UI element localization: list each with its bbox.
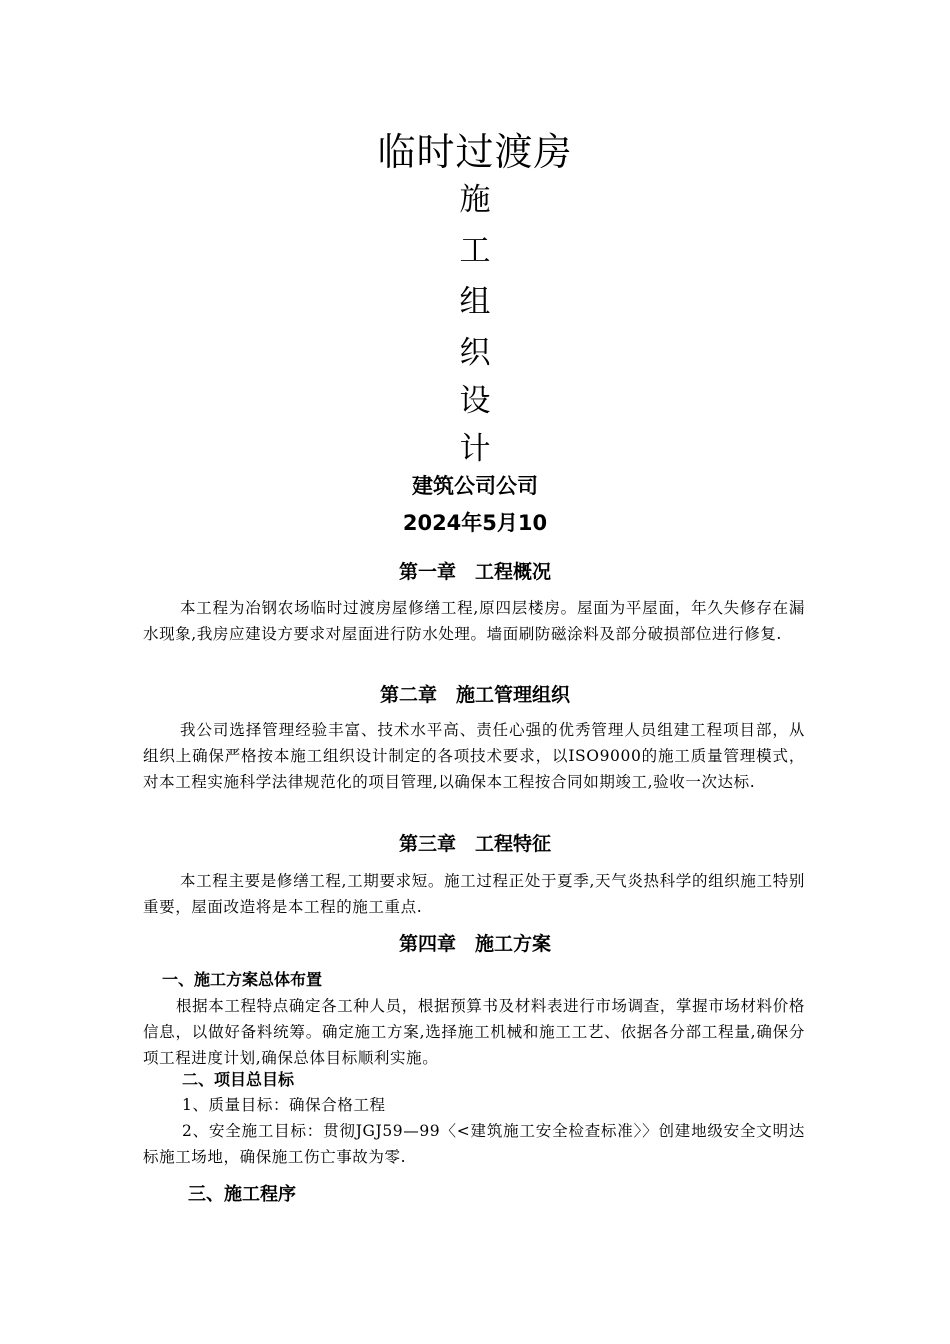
section-3-title: 三、施工程序 bbox=[188, 1184, 296, 1205]
quality-target: 1、质量目标：确保合格工程 bbox=[182, 1096, 386, 1114]
document-date: 2024年5月10 bbox=[402, 511, 548, 535]
section-2-title: 二、项目总目标 bbox=[182, 1070, 295, 1089]
section-1-paragraph: 根据本工程特点确定各工种人员，根据预算书及材料表进行市场调查，掌握市场材料价格信息，以做好备料统筹。确定施工方案,选择施工机械和施工工艺、依据各分部工程量,确保分项工程进度计划,确保总体目标顺利实施。 bbox=[143, 997, 805, 1067]
chapter-2-heading: 第二章 施工管理组织 bbox=[379, 684, 570, 706]
section-1-title: 一、施工方案总体布置 bbox=[162, 970, 323, 989]
vertical-title-char: 工 bbox=[459, 233, 491, 269]
chapter-3-heading: 第三章 工程特征 bbox=[398, 833, 551, 855]
chapter-3-paragraph: 本工程主要是修缮工程,工期要求短。施工过程正处于夏季,天气炎热科学的组织施工特别重要，屋面改造将是本工程的施工重点. bbox=[143, 872, 805, 916]
vertical-title-char: 组 bbox=[459, 284, 491, 320]
vertical-title-char: 设 bbox=[459, 383, 491, 419]
company-name: 建筑公司公司 bbox=[412, 474, 538, 498]
vertical-title-char: 织 bbox=[459, 335, 491, 371]
chapter-1-paragraph: 本工程为冶钢农场临时过渡房屋修缮工程,原四层楼房。屋面为平屋面，年久失修存在漏水现象,我房应建设方要求对屋面进行防水处理。墙面刷防磁涂料及部分破损部位进行修复. bbox=[143, 599, 805, 643]
chapter-4-heading: 第四章 施工方案 bbox=[398, 933, 551, 955]
safety-target: 2、安全施工目标：贯彻JGJ59—99〈<建筑施工安全检查标准〉〉创建地级安全文明达标施工场地，确保施工伤亡事故为零. bbox=[143, 1122, 805, 1166]
vertical-title-char: 计 bbox=[459, 431, 491, 467]
vertical-title-char: 施 bbox=[459, 182, 491, 218]
chapter-2-paragraph: 我公司选择管理经验丰富、技术水平高、责任心强的优秀管理人员组建工程项目部，从组织上确保严格按本施工组织设计制定的各项技术要求，以ISO9000的施工质量管理模式，对本工程实施科学法律规范化的项目管理,以确保本工程按合同如期竣工,验收一次达标. bbox=[143, 721, 805, 791]
document-title: 临时过渡房 bbox=[377, 130, 573, 174]
chapter-1-heading: 第一章 工程概况 bbox=[398, 561, 551, 583]
